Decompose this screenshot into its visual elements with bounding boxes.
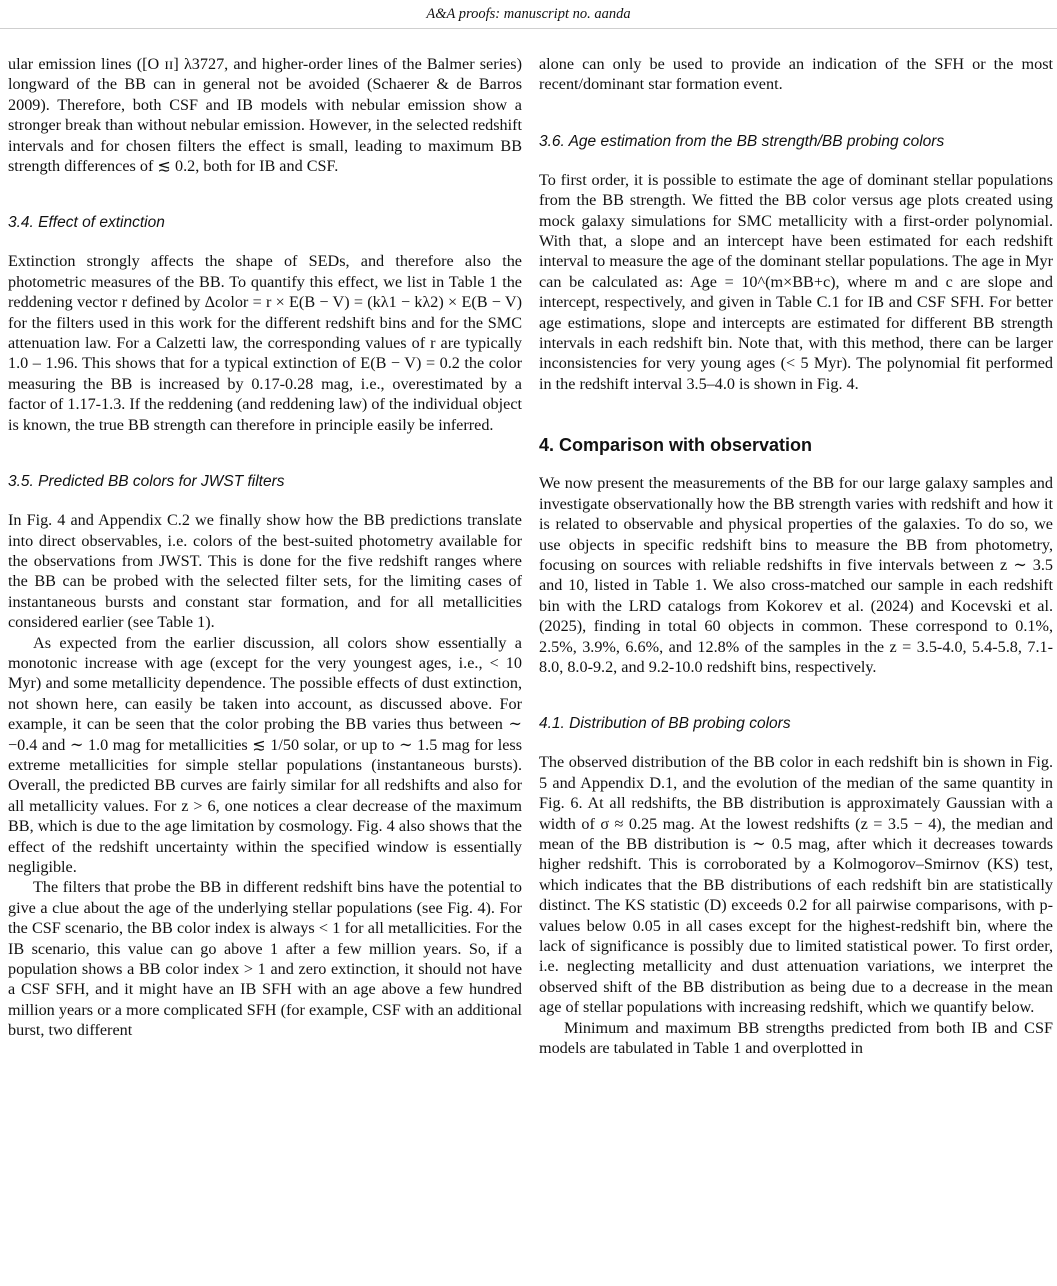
- paragraph: ular emission lines ([O ɪɪ] λ3727, and higher-order lines of the Balmer series) longward of the BB can in general not be avoided (Schaerer & de Barros 2009). Therefore, both CSF and IB models with nebular emission show a stronger break than without nebular emission. However, in the selected redshift intervals and for chosen filters the effect is small, leading to maximum BB strength differences of ≲ 0.2, both for IB and CSF.: [8, 55, 522, 176]
- paragraph: The filters that probe the BB in different redshift bins have the potential to give a clue about the age of the underlying stellar populations (see Fig. 4). For the CSF scenario, the BB color index is always < 1 for all metallicities. For the IB scenario, this value can go above 1 after a few million years. So, if a population shows a BB color index > 1 and zero extinction, it should not have a CSF SFH, and it might have an IB SFH with an age above a few hundred million years or a more complicated SFH (for example, CSF with an additional burst, two different: [8, 878, 522, 1040]
- section-heading-3-5: 3.5. Predicted BB colors for JWST filters: [8, 473, 285, 491]
- left-column: [8, 54, 522, 1041]
- paragraph: alone can only be used to provide an indication of the SFH or the most recent/dominant star formation event.: [539, 55, 1053, 94]
- paragraph: Extinction strongly affects the shape of SEDs, and therefore also the photometric measures of the BB. To quantify this effect, we list in Table 1 the reddening vector r defined by Δcolor = r × E(B − V) = (kλ1 − kλ2) × E(B − V) for the filters used in this work for the different redshift bins and for the SMC attenuation law. For a Calzetti law, the corresponding values of r are typically 1.0 – 1.96. This shows that for a typical extinction of E(B − V) = 0.2 the color measuring the BB is increased by 0.17-0.28 mag, i.e., overestimated by a factor of 1.17-1.3. If the reddening (and reddening law) of the individual object is known, the true BB strength can therefore in principle easily be inferred.: [8, 252, 522, 434]
- running-header: [0, 0, 1057, 29]
- right-column: [539, 54, 1053, 1058]
- paragraph: Minimum and maximum BB strengths predicted from both IB and CSF models are tabulated in Table 1 and overplotted in: [539, 1018, 1053, 1058]
- paragraph: The observed distribution of the BB color in each redshift bin is shown in Fig. 5 and Appendix D.1, and the evolution of the median of the same quantity in Fig. 6. At all redshifts, the BB distribution is approximately Gaussian with a width of σ ≈ 0.25 mag. At the lowest redshifts (z = 3.5 − 4), the median and mean of the BB distribution is ∼ 0.5 mag, after which it decreases towards higher redshift. This is corroborated by a Kolmogorov–Smirnov (KS) test, which indicates that the BB distributions of each redshift bin are statistically distinct. The KS statistic (D) exceeds 0.2 for all pairwise comparisons, with p-values below 0.05 in all cases except for the highest-redshift bin, where the lack of significance is possibly due to limited statistical power. To first order, i.e. neglecting metallicity and dust attenuation variations, we interpret the observed shift of the BB distribution as being due to a decrease in the mean age of stellar populations with increasing redshift, which we quantify below.: [539, 753, 1053, 1017]
- section-heading-3-6: 3.6. Age estimation from the BB strength/BB probing colors: [539, 132, 945, 150]
- paragraph: To first order, it is possible to estimate the age of dominant stellar populations from the BB strength. We fitted the BB color versus age plots created using mock galaxy simulations for SMC metallicity with a first-order polynomial. With that, a slope and an intercept have been estimated for each redshift interval to measure the age of the dominant stellar populations. The age in Myr can be calculated as: Age = 10^(m×BB+c), where m and c are slope and intercept, respectively, and given in Table C.1 for IB and CSF SFH. For better age estimations, slope and intercepts are estimated for different BB strength intervals in each redshift bin. Note that, with this method, there can be larger inconsistencies for very young ages (< 5 Myr). The polynomial fit performed in the redshift interval 3.5–4.0 is shown in Fig. 4.: [539, 170, 1053, 393]
- paragraph: In Fig. 4 and Appendix C.2 we finally show how the BB predictions translate into direct observables, i.e. colors of the best-suited photometry available for the observations from JWST. This is done for the five redshift ranges where the BB can be probed with the selected filter sets, for the limiting cases of instantaneous bursts and constant star formation, and for all metallicities considered earlier (see Table 1).: [8, 511, 522, 632]
- section-heading-4: 4. Comparison with observation: [539, 435, 813, 456]
- paragraph: As expected from the earlier discussion, all colors show essentially a monotonic increase with age (except for the very youngest ages, i.e., < 10 Myr) and some metallicity dependence. The possible effects of dust extinction, not shown here, can easily be taken into account, as discussed above. For example, it can be seen that the color probing the BB varies thus between ∼ −0.4 and ∼ 1.0 mag for metallicities ≲ 1/50 solar, or up to ∼ 1.5 mag for less extreme metallicities for simple stellar populations (instantaneous bursts). Overall, the predicted BB curves are fairly similar for all redshifts and also for all metallicity values. For z > 6, one notices a clear decrease of the maximum BB, which is due to the age limitation by cosmology. Fig. 4 also shows that the effect of the redshift uncertainty within the specified window is essentially negligible.: [8, 633, 522, 876]
- journal-name: A&A proofs:: [426, 6, 501, 22]
- manuscript-id: manuscript no. aanda: [500, 6, 631, 22]
- paragraph: We now present the measurements of the BB for our large galaxy samples and investigate observationally how the BB strength varies with redshift and how it is related to observable and physical properties of the galaxies. To do so, we use objects in specific redshift bins to measure the BB from photometry, focusing on sources with reliable redshifts in five intervals between z ∼ 3.5 and 10, listed in Table 1. We also cross-matched our sample in each redshift bin with the LRD catalogs from Kokorev et al. (2024) and Kocevski et al. (2025), finding in total 60 objects in common. These correspond to 0.1%, 2.5%, 3.9%, 6.6%, and 12.8% of the samples in the z = 3.5-4.0, 5.4-5.8, 7.1-8.0, 8.0-9.2, and 9.2-10.0 redshift bins, respectively.: [539, 474, 1053, 676]
- section-heading-4-1: 4.1. Distribution of BB probing colors: [539, 715, 791, 733]
- section-heading-3-4: 3.4. Effect of extinction: [8, 214, 165, 232]
